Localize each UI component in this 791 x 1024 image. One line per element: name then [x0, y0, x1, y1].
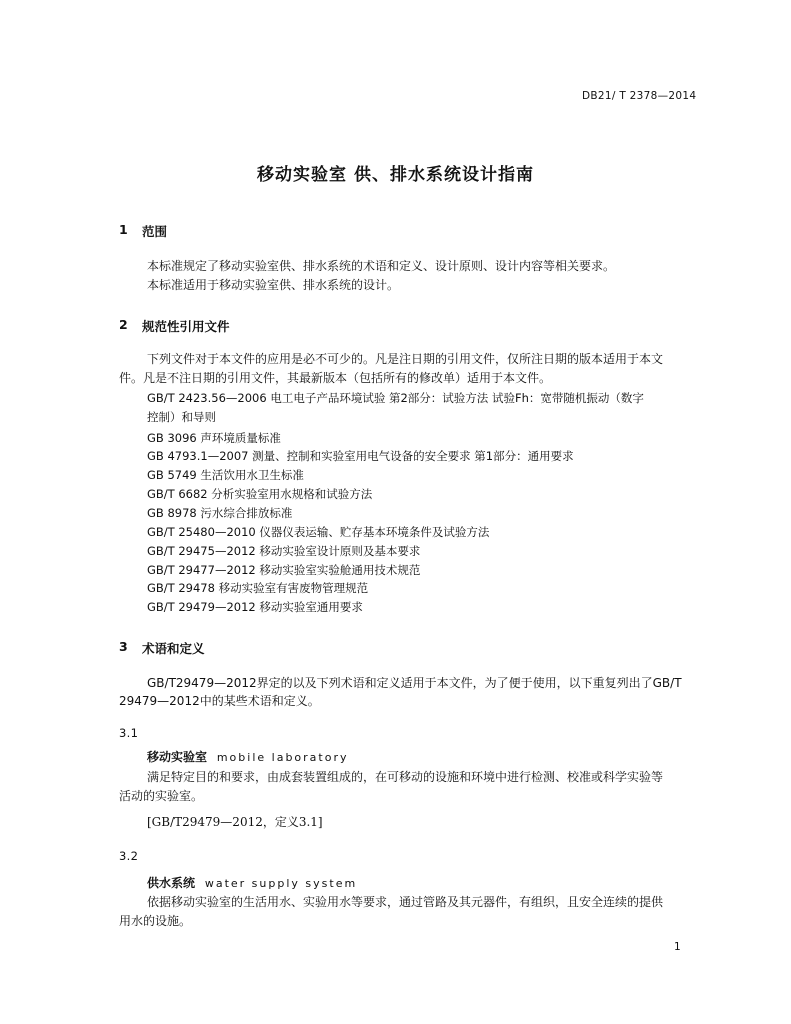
term-zh: 移动实验室 — [147, 750, 208, 764]
section-heading: 范围 — [142, 224, 168, 239]
reference-item: GB 3096 声环境质量标准 — [147, 431, 281, 445]
reference-item: GB/T 29477—2012 移动实验室实验舱通用技术规范 — [147, 563, 421, 577]
page-number: 1 — [674, 941, 681, 953]
term-en: mobile laboratory — [216, 751, 349, 764]
paragraph: 件。凡是不注日期的引用文件，其最新版本（包括所有的修改单）适用于本文件。 — [119, 371, 552, 385]
term-number: 3.2 — [119, 849, 139, 863]
term-definition: 依据移动实验室的生活用水、实验用水等要求，通过管路及其元器件，有组织，且安全连续的提供 — [147, 895, 664, 909]
term-definition: 满足特定目的和要求，由成套装置组成的，在可移动的设施和环境中进行检测、校准或科学实验等 — [147, 770, 664, 784]
term-number: 3.1 — [119, 726, 139, 740]
reference-item: GB/T 29479—2012 移动实验室通用要求 — [147, 600, 363, 614]
term-zh: 供水系统 — [147, 876, 196, 890]
reference-item: GB 8978 污水综合排放标准 — [147, 506, 293, 520]
section-heading: 规范性引用文件 — [142, 319, 230, 334]
term-en: water supply system — [204, 877, 358, 890]
term-name — [147, 874, 357, 893]
paragraph: 本标准规定了移动实验室供、排水系统的术语和定义、设计原则、设计内容等相关要求。 — [147, 259, 616, 273]
term-definition-cont: 活动的实验室。 — [119, 789, 204, 803]
paragraph: GB/T29479—2012界定的以及下列术语和定义适用于本文件，为了便于使用，以下重复列出了GB/T — [147, 676, 682, 690]
document-code: DB21/ T 2378—2014 — [582, 90, 697, 102]
section-number: 1 — [119, 222, 128, 237]
reference-item: GB 4793.1—2007 测量、控制和实验室用电气设备的安全要求 第1部分：通用要求 — [147, 449, 574, 463]
paragraph: 下列文件对于本文件的应用是必不可少的。凡是注日期的引用文件，仅所注日期的版本适用于本文 — [147, 352, 664, 366]
term-source: [GB/T29479—2012，定义3.1] — [147, 815, 323, 829]
section-heading: 术语和定义 — [142, 641, 205, 656]
document-title: 移动实验室 供、排水系统设计指南 — [257, 165, 534, 185]
section-number: 3 — [119, 639, 128, 654]
term-definition-cont: 用水的设施。 — [119, 914, 192, 928]
reference-item: GB/T 25480—2010 仪器仪表运输、贮存基本环境条件及试验方法 — [147, 525, 490, 539]
reference-item-cont: 控制）和导则 — [147, 410, 216, 424]
term-name — [147, 748, 349, 767]
reference-item: GB/T 2423.56—2006 电工电子产品环境试验 第2部分：试验方法 试验Fh：宽带随机振动（数字 — [147, 391, 644, 405]
reference-item: GB/T 29475—2012 移动实验室设计原则及基本要求 — [147, 544, 421, 558]
reference-item: GB/T 29478 移动实验室有害废物管理规范 — [147, 581, 369, 595]
section-number: 2 — [119, 317, 128, 332]
paragraph: 29479—2012中的某些术语和定义。 — [119, 694, 320, 708]
reference-item: GB 5749 生活饮用水卫生标准 — [147, 468, 304, 482]
paragraph: 本标准适用于移动实验室供、排水系统的设计。 — [147, 278, 400, 292]
reference-item: GB/T 6682 分析实验室用水规格和试验方法 — [147, 487, 373, 501]
